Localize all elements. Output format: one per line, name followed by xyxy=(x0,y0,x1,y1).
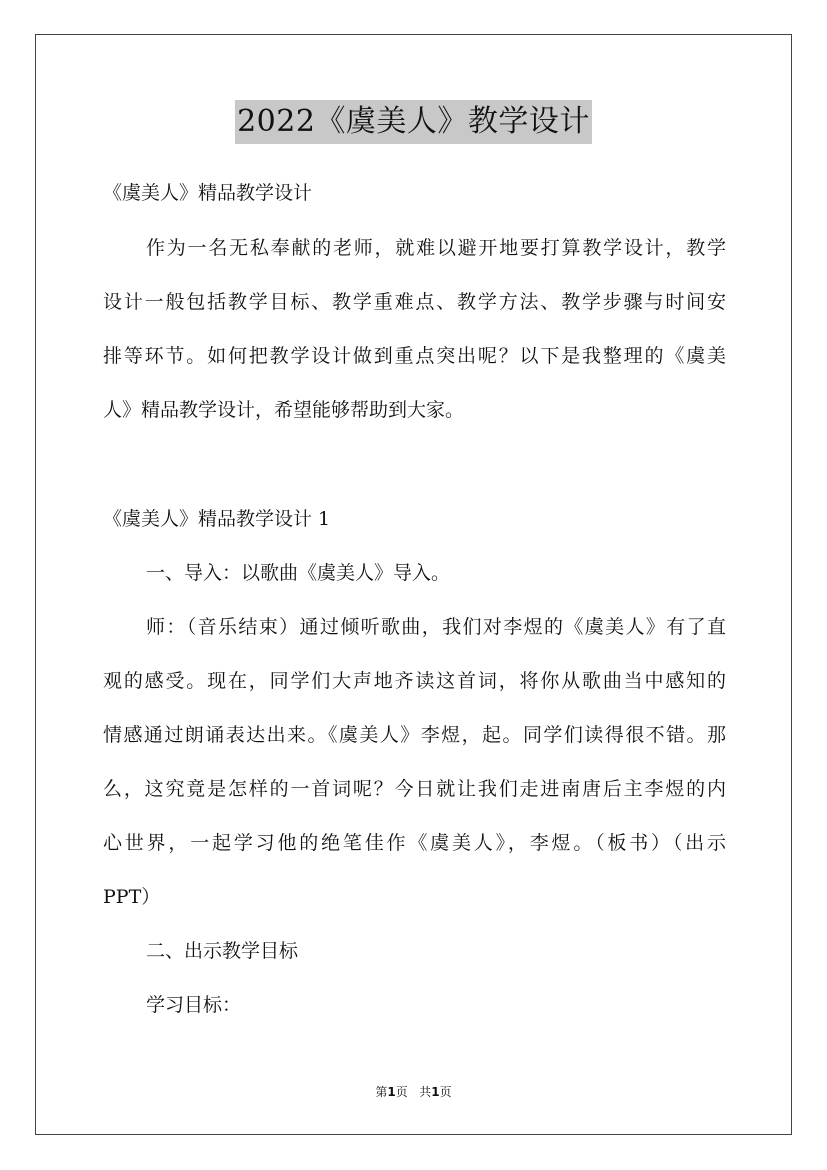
intro-line-1: 作为一名无私奉献的老师，就难以避开地要打算教学设计，教学 xyxy=(146,237,726,259)
page-number-prefix: 第 xyxy=(375,1085,388,1099)
title-container xyxy=(0,100,827,144)
teacher-line-5: 心世界，一起学习他的绝笔佳作《虞美人》，李煜。（板书）（出示 xyxy=(103,832,726,854)
page-footer xyxy=(0,1084,827,1100)
intro-line-2: 设计一般包括教学目标、教学重难点、教学方法、教学步骤与时间安 xyxy=(103,291,726,313)
teacher-line-4: 么，这究竟是怎样的一首词呢？今日就让我们走进南唐后主李煜的内 xyxy=(103,778,726,800)
teacher-line-3: 情感通过朗诵表达出来。《虞美人》李煜，起。同学们读得很不错。那 xyxy=(103,724,726,746)
page-number: 1 xyxy=(387,1085,396,1099)
teacher-line-1: 师：（音乐结束）通过倾听歌曲，我们对李煜的《虞美人》有了直 xyxy=(146,616,726,638)
step-one-heading: 一、导入：以歌曲《虞美人》导入。 xyxy=(146,562,451,584)
total-pages: 1 xyxy=(431,1085,440,1099)
intro-line-4: 人》精品教学设计，希望能够帮助到大家。 xyxy=(103,399,465,421)
step-two-heading: 二、出示教学目标 xyxy=(146,940,299,962)
intro-line-3: 排等环节。如何把教学设计做到重点突出呢？以下是我整理的《虞美 xyxy=(103,345,726,367)
total-pages-prefix: 共 xyxy=(419,1085,432,1099)
subtitle: 《虞美人》精品教学设计 xyxy=(103,182,313,204)
section-heading: 《虞美人》精品教学设计 1 xyxy=(103,508,331,530)
page-number-suffix: 页 xyxy=(395,1085,408,1099)
total-pages-suffix: 页 xyxy=(439,1085,452,1099)
learning-goals-label: 学习目标： xyxy=(146,994,242,1016)
document-title: 2022《虞美人》教学设计 xyxy=(235,100,592,144)
teacher-line-6: PPT） xyxy=(103,886,161,908)
teacher-line-2: 观的感受。现在，同学们大声地齐读这首词，将你从歌曲当中感知的 xyxy=(103,670,726,692)
